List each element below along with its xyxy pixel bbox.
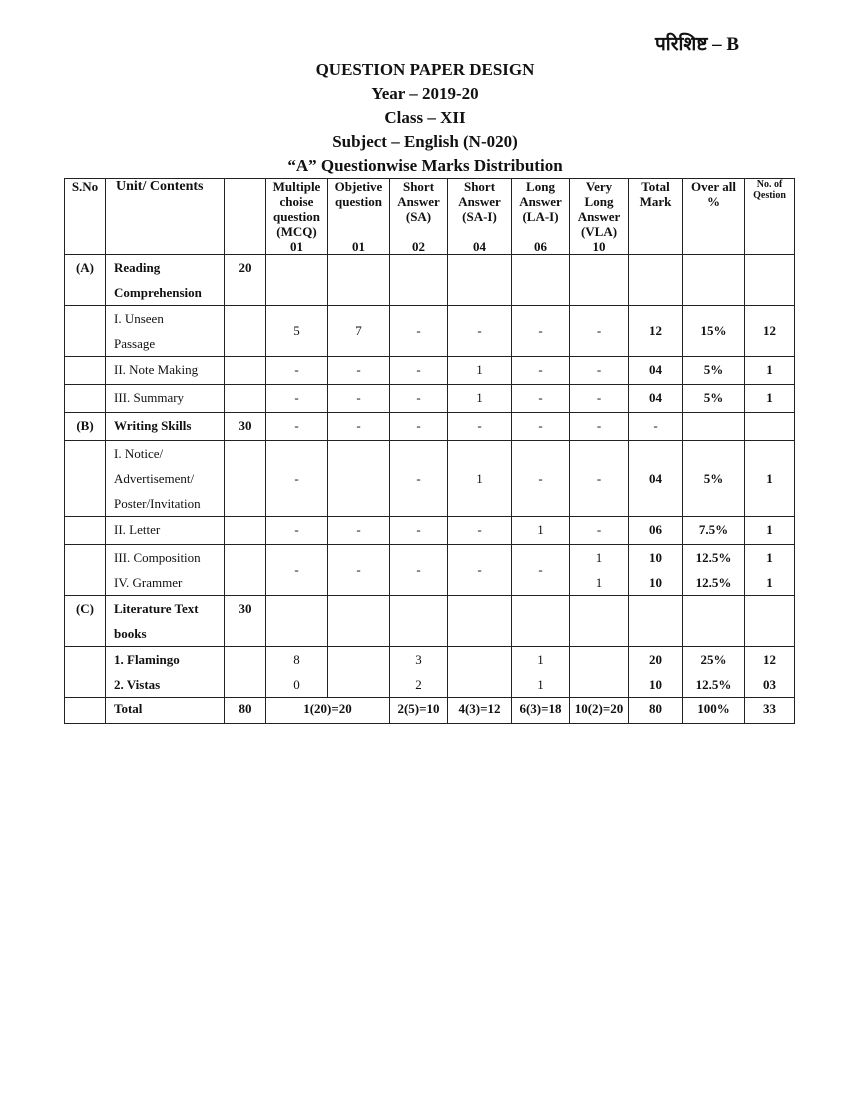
header-short-answer-1: Short Answer (SA-I) 04 (448, 179, 512, 255)
table-cell (266, 596, 328, 647)
table-cell: 20 10 (629, 647, 683, 698)
table-cell (328, 255, 390, 306)
table-cell: - (266, 413, 328, 441)
table-cell: - (266, 441, 328, 517)
table-cell: 04 (629, 385, 683, 413)
table-cell (225, 517, 266, 545)
table-cell: 1 (448, 357, 512, 385)
table-cell: - (448, 413, 512, 441)
table-cell: 5 (266, 306, 328, 357)
table-cell: - (570, 441, 629, 517)
table-cell: - (390, 517, 448, 545)
table-cell (745, 596, 795, 647)
header-total-mark: Total Mark (629, 179, 683, 255)
unit-label: 1. Flamingo 2. Vistas (106, 647, 225, 698)
table-cell: - (390, 441, 448, 517)
table-cell: - (448, 517, 512, 545)
table-cell: 10(2)=20 (570, 698, 629, 724)
table-cell (328, 441, 390, 517)
heading-subject: Subject – English (N-020) (332, 132, 518, 151)
table-cell: - (570, 413, 629, 441)
table-cell: - (266, 517, 328, 545)
table-cell: 1 (745, 441, 795, 517)
table-cell: 4(3)=12 (448, 698, 512, 724)
table-cell: 12 03 (745, 647, 795, 698)
table-cell: - (266, 357, 328, 385)
table-cell (225, 441, 266, 517)
table-cell: 1 1 (512, 647, 570, 698)
table-cell: 1 (745, 517, 795, 545)
table-cell (225, 357, 266, 385)
table-cell: (C) (65, 596, 106, 647)
header-overall-percent: Over all % (683, 179, 745, 255)
table-cell (512, 255, 570, 306)
table-cell: 1 (512, 517, 570, 545)
table-cell: - (448, 545, 512, 596)
table-cell: (B) (65, 413, 106, 441)
table-cell: 80 (629, 698, 683, 724)
table-cell: - (570, 357, 629, 385)
table-cell: - (512, 441, 570, 517)
table-cell: 80 (225, 698, 266, 724)
table-cell (65, 357, 106, 385)
table-cell (512, 596, 570, 647)
table-cell: - (390, 357, 448, 385)
marks-distribution-table (64, 178, 795, 724)
table-cell: 12 (629, 306, 683, 357)
heading-distribution: “A” Questionwise Marks Distribution (287, 156, 563, 175)
table-cell: 6(3)=18 (512, 698, 570, 724)
table-cell: 04 (629, 357, 683, 385)
table-cell: - (328, 517, 390, 545)
table-cell: 15% (683, 306, 745, 357)
header-short-answer: Short Answer (SA) 02 (390, 179, 448, 255)
table-row (65, 647, 795, 698)
table-cell (390, 255, 448, 306)
table-cell (448, 596, 512, 647)
table-cell: 1 (745, 385, 795, 413)
unit-label: I. Notice/ Advertisement/ Poster/Invitation (106, 441, 225, 517)
table-cell: 5% (683, 385, 745, 413)
table-row (65, 357, 795, 385)
heading-year: Year – 2019-20 (371, 84, 479, 103)
section-title: Literature Text books (106, 596, 225, 647)
table-cell: 33 (745, 698, 795, 724)
table-cell (225, 385, 266, 413)
table-cell (65, 647, 106, 698)
header-mcq: Multiple choise question (MCQ) 01 (266, 179, 328, 255)
heading-paper-design: QUESTION PAPER DESIGN (315, 60, 535, 79)
unit-label: III. Composition IV. Grammer (106, 545, 225, 596)
table-cell (225, 306, 266, 357)
table-row (65, 306, 795, 357)
header-long-answer: Long Answer (LA-I) 06 (512, 179, 570, 255)
table-row (65, 596, 795, 647)
section-title: Reading Comprehension (106, 255, 225, 306)
table-cell: - (512, 385, 570, 413)
table-cell: - (570, 306, 629, 357)
table-cell (266, 255, 328, 306)
header-sno: S.No (65, 179, 106, 255)
section-title: Writing Skills (106, 413, 225, 441)
table-cell: - (570, 517, 629, 545)
table-row (65, 545, 795, 596)
table-cell (328, 596, 390, 647)
table-row (65, 255, 795, 306)
table-cell (65, 306, 106, 357)
table-cell (745, 255, 795, 306)
table-cell: 2(5)=10 (390, 698, 448, 724)
table-cell: 8 0 (266, 647, 328, 698)
table-cell (683, 413, 745, 441)
table-cell: 1 1 (570, 545, 629, 596)
header-marks (225, 179, 266, 255)
table-cell (65, 545, 106, 596)
table-cell: 5% (683, 357, 745, 385)
table-cell (745, 413, 795, 441)
appendix-label: परिशिष्ट – B (655, 34, 740, 55)
table-cell (225, 545, 266, 596)
table-cell (683, 255, 745, 306)
table-cell: 7.5% (683, 517, 745, 545)
document-headings (0, 58, 850, 178)
table-cell: - (629, 413, 683, 441)
table-cell (570, 647, 629, 698)
unit-label: II. Note Making (106, 357, 225, 385)
table-cell: - (328, 357, 390, 385)
table-cell (65, 517, 106, 545)
total-row (65, 698, 795, 724)
table-cell (65, 385, 106, 413)
table-cell: 10 10 (629, 545, 683, 596)
header-no-of-questions: No. of Qestion (745, 179, 795, 255)
table-cell: 04 (629, 441, 683, 517)
table-cell: 30 (225, 413, 266, 441)
table-cell (328, 647, 390, 698)
table-cell: - (328, 545, 390, 596)
header-unit-contents: Unit/ Contents (106, 179, 225, 255)
heading-class: Class – XII (384, 108, 466, 127)
table-cell (570, 255, 629, 306)
table-cell: 3 2 (390, 647, 448, 698)
table-cell: - (390, 306, 448, 357)
table-cell: 30 (225, 596, 266, 647)
table-cell: - (512, 306, 570, 357)
table-row (65, 517, 795, 545)
table-cell (390, 596, 448, 647)
table-cell: 1 (745, 357, 795, 385)
table-cell (65, 698, 106, 724)
table-cell: 5% (683, 441, 745, 517)
section-marks: 20 (225, 255, 266, 306)
table-cell: 100% (683, 698, 745, 724)
table-cell (225, 647, 266, 698)
header-row (65, 179, 795, 255)
section-sno: (A) (65, 255, 106, 306)
table-cell (683, 596, 745, 647)
table-cell (570, 596, 629, 647)
total-label: Total (106, 698, 225, 724)
table-cell: - (390, 385, 448, 413)
table-cell: - (266, 545, 328, 596)
table-cell: - (390, 545, 448, 596)
table-cell (448, 647, 512, 698)
table-cell: - (448, 306, 512, 357)
table-cell: - (266, 385, 328, 413)
table-cell: - (390, 413, 448, 441)
table-cell: 12.5% 12.5% (683, 545, 745, 596)
table-cell (629, 255, 683, 306)
table-cell (65, 441, 106, 517)
table-cell: 25% 12.5% (683, 647, 745, 698)
table-cell: - (512, 413, 570, 441)
unit-label: II. Letter (106, 517, 225, 545)
table-cell: 1 (448, 441, 512, 517)
table-cell (629, 596, 683, 647)
table-cell: - (512, 357, 570, 385)
header-very-long-answer: Very Long Answer (VLA) 10 (570, 179, 629, 255)
table-cell: 1(20)=20 (266, 698, 390, 724)
table-cell: 06 (629, 517, 683, 545)
header-objective: Objetive question 01 (328, 179, 390, 255)
table-cell: - (328, 413, 390, 441)
table-cell: - (328, 385, 390, 413)
table-cell: 7 (328, 306, 390, 357)
table-row (65, 441, 795, 517)
table-row (65, 385, 795, 413)
table-cell (448, 255, 512, 306)
table-cell: 12 (745, 306, 795, 357)
table-cell: 1 (448, 385, 512, 413)
table-row (65, 413, 795, 441)
unit-label: I. Unseen Passage (106, 306, 225, 357)
table-cell: - (570, 385, 629, 413)
table-cell: 1 1 (745, 545, 795, 596)
unit-label: III. Summary (106, 385, 225, 413)
table-cell: - (512, 545, 570, 596)
